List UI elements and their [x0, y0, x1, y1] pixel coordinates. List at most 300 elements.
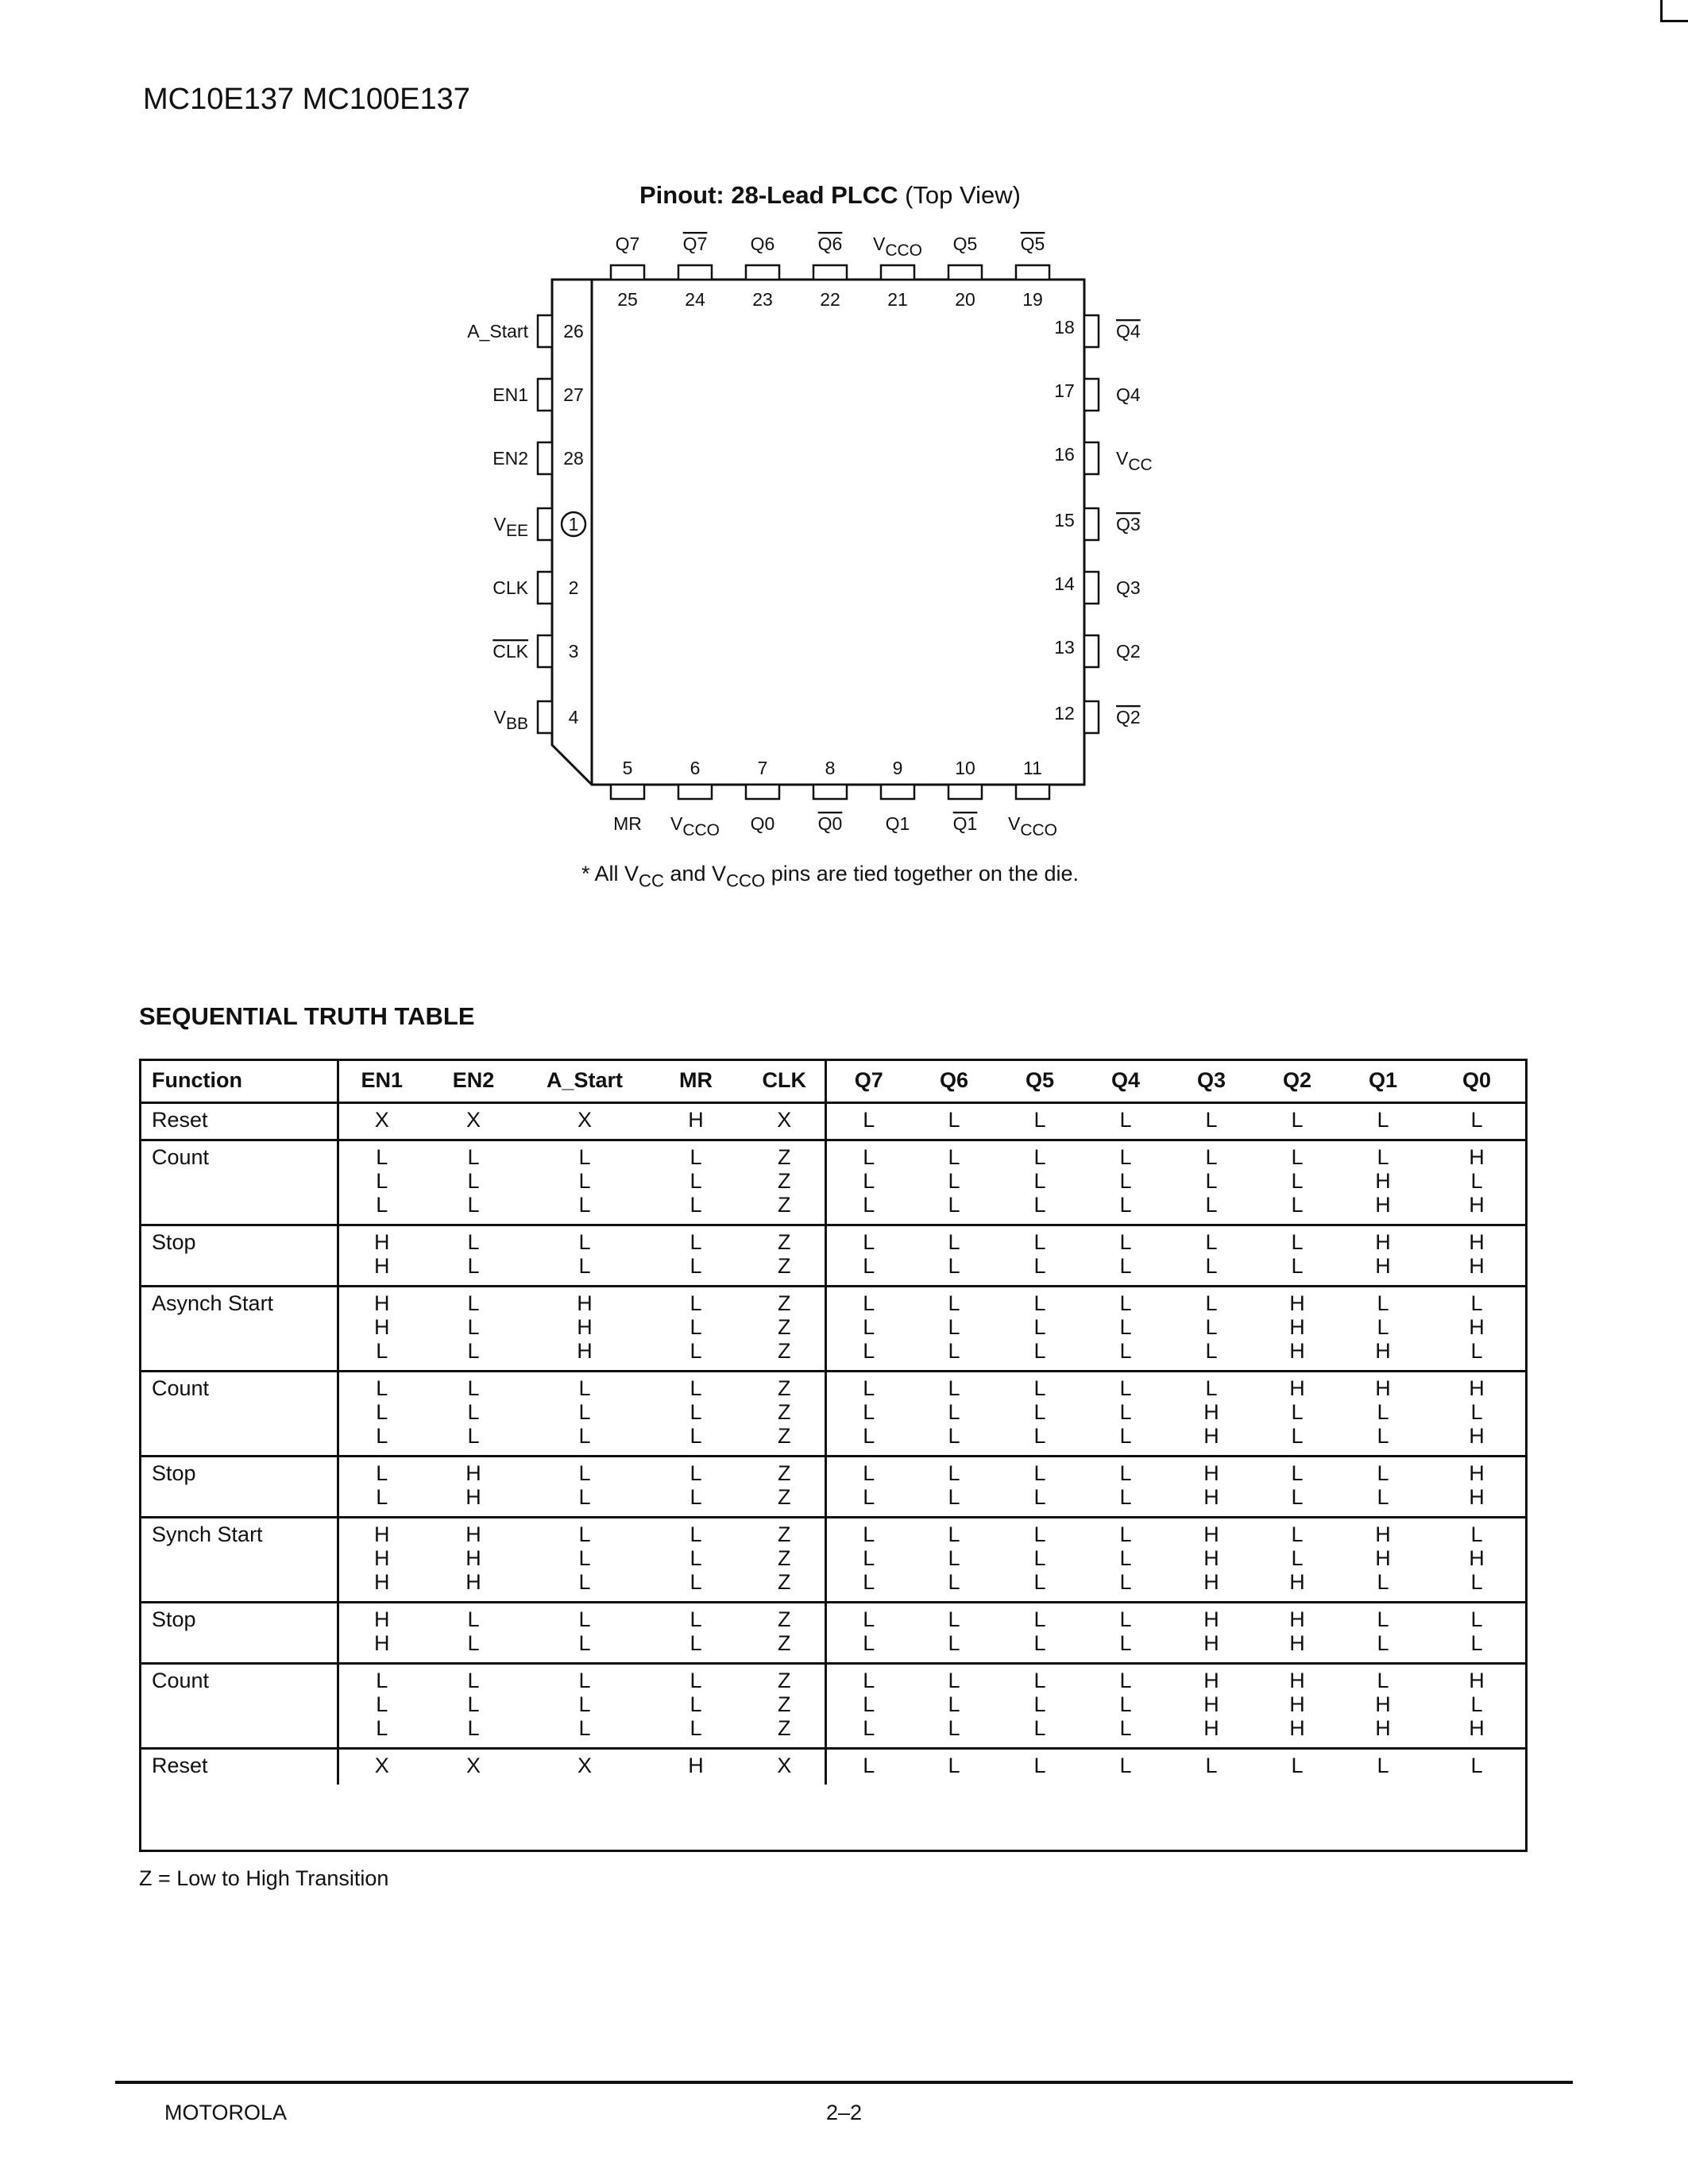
- pin-number-22: 22: [820, 289, 840, 310]
- value-cell: [911, 1103, 997, 1140]
- cell-value: L: [863, 1631, 875, 1655]
- cell-value: L: [948, 1631, 960, 1655]
- cell-value: L: [1470, 1291, 1483, 1315]
- cell-value: X: [577, 1754, 592, 1777]
- value-cell: [1168, 1140, 1254, 1225]
- cell-value: L: [376, 1376, 388, 1400]
- pin-label-18: Q4: [1116, 321, 1141, 341]
- value-cell: [425, 1372, 522, 1457]
- value-cell: [1168, 1287, 1254, 1372]
- pin-label-16: VCC: [1116, 448, 1153, 474]
- pin-number-15: 15: [1054, 510, 1075, 531]
- cell-value: L: [1033, 1424, 1046, 1448]
- cell-value: L: [1119, 1754, 1132, 1777]
- pin-label-21: VCCO: [872, 233, 923, 260]
- pin-label-3: CLK: [492, 641, 528, 662]
- value-cell: [522, 1603, 647, 1664]
- cell-value: L: [948, 1230, 960, 1254]
- value-cell: [997, 1457, 1083, 1518]
- cell-value: L: [1377, 1145, 1389, 1169]
- cell-value: H: [465, 1485, 481, 1509]
- cell-value: L: [1291, 1522, 1304, 1546]
- value-cell: [911, 1140, 997, 1225]
- value-cell: [997, 1140, 1083, 1225]
- pin-label-17: Q4: [1116, 384, 1141, 405]
- function-cell: Count: [139, 1372, 338, 1457]
- cell-value: Z: [778, 1522, 791, 1546]
- value-cell: [744, 1518, 825, 1603]
- cell-value: L: [376, 1145, 388, 1169]
- value-cell: [744, 1287, 825, 1372]
- pin-number-12: 12: [1054, 703, 1075, 723]
- cell-value: L: [1377, 1669, 1389, 1692]
- cell-value: L: [689, 1570, 702, 1594]
- cell-value: H: [465, 1546, 481, 1570]
- pin-pad-7: [746, 785, 779, 799]
- pinout-footnote: [0, 862, 1660, 892]
- pin-label-19: Q5: [1020, 233, 1045, 254]
- value-cell: [1426, 1749, 1528, 1785]
- value-cell: [647, 1372, 744, 1457]
- cell-value: L: [1377, 1315, 1389, 1339]
- cell-value: Z: [778, 1230, 791, 1254]
- value-cell: [1426, 1103, 1528, 1140]
- cell-value: L: [1033, 1546, 1046, 1570]
- pin-number-14: 14: [1054, 573, 1075, 594]
- cell-value: L: [1033, 1570, 1046, 1594]
- cell-value: H: [1375, 1376, 1391, 1400]
- cell-value: L: [1377, 1291, 1389, 1315]
- truth-table-note: Z = Low to High Transition: [139, 1866, 389, 1890]
- cell-value: L: [689, 1716, 702, 1740]
- cell-value: L: [1205, 1145, 1218, 1169]
- value-cell: [744, 1603, 825, 1664]
- cell-value: L: [1205, 1376, 1218, 1400]
- col-header-q1: Q1: [1340, 1059, 1426, 1103]
- cell-value: H: [1203, 1522, 1219, 1546]
- cell-value: L: [863, 1461, 875, 1485]
- cell-value: Z: [778, 1400, 791, 1424]
- cell-value: H: [1469, 1145, 1485, 1169]
- value-cell: [997, 1287, 1083, 1372]
- value-cell: [647, 1749, 744, 1785]
- value-cell: [1340, 1518, 1426, 1603]
- value-cell: [911, 1287, 997, 1372]
- cell-value: H: [1469, 1424, 1485, 1448]
- cell-value: H: [1469, 1669, 1485, 1692]
- cell-value: L: [948, 1522, 960, 1546]
- cell-value: L: [863, 1254, 875, 1278]
- truth-table-heading: SEQUENTIAL TRUTH TABLE: [139, 1002, 475, 1030]
- cell-value: L: [1119, 1546, 1132, 1570]
- value-cell: [744, 1225, 825, 1287]
- function-cell: Asynch Start: [139, 1287, 338, 1372]
- cell-value: L: [1291, 1754, 1304, 1777]
- cell-value: L: [689, 1169, 702, 1193]
- cell-value: L: [1033, 1339, 1046, 1363]
- table-row: [139, 1749, 1528, 1785]
- pin-pad-1: [538, 508, 552, 540]
- pin-number-16: 16: [1054, 444, 1075, 465]
- cell-value: L: [689, 1424, 702, 1448]
- col-header-q4: Q4: [1083, 1059, 1168, 1103]
- cell-value: L: [376, 1193, 388, 1217]
- cell-value: X: [374, 1108, 389, 1132]
- cell-value: H: [1203, 1461, 1219, 1485]
- footer-rule: [115, 2081, 1573, 2084]
- cell-value: L: [948, 1254, 960, 1278]
- cell-value: L: [1291, 1145, 1304, 1169]
- value-cell: [647, 1518, 744, 1603]
- cell-value: L: [863, 1522, 875, 1546]
- cell-value: L: [863, 1230, 875, 1254]
- value-cell: [744, 1749, 825, 1785]
- cell-value: L: [1033, 1692, 1046, 1716]
- value-cell: [911, 1603, 997, 1664]
- cell-value: X: [577, 1108, 592, 1132]
- pin-number-18: 18: [1054, 317, 1075, 338]
- value-cell: [338, 1664, 425, 1749]
- value-cell: [1254, 1225, 1340, 1287]
- cell-value: L: [1119, 1315, 1132, 1339]
- function-cell: Reset: [139, 1103, 338, 1140]
- cell-value: X: [374, 1754, 389, 1777]
- cell-value: L: [863, 1169, 875, 1193]
- pin-label-8: Q0: [817, 813, 843, 834]
- value-cell: [1254, 1664, 1340, 1749]
- cell-value: H: [1203, 1570, 1219, 1594]
- cell-value: L: [1033, 1376, 1046, 1400]
- value-cell: [825, 1749, 911, 1785]
- cell-value: L: [1119, 1230, 1132, 1254]
- cell-value: H: [1375, 1193, 1391, 1217]
- cell-value: H: [374, 1607, 390, 1631]
- cell-value: L: [1033, 1254, 1046, 1278]
- pin-label-28: EN2: [492, 448, 528, 469]
- pin-label-13: Q2: [1116, 641, 1141, 662]
- cell-value: L: [689, 1485, 702, 1509]
- value-cell: [825, 1287, 911, 1372]
- cell-value: H: [1203, 1607, 1219, 1631]
- cell-value: L: [863, 1716, 875, 1740]
- cell-value: L: [863, 1315, 875, 1339]
- cell-value: L: [948, 1716, 960, 1740]
- pin-label-26: A_Start: [467, 321, 528, 341]
- value-cell: [911, 1664, 997, 1749]
- cell-value: L: [863, 1546, 875, 1570]
- value-cell: [1254, 1457, 1340, 1518]
- pin-pad-24: [678, 265, 712, 280]
- pin-label-6: VCCO: [670, 813, 720, 839]
- pin-label-11: VCCO: [1007, 813, 1058, 839]
- cell-value: L: [467, 1692, 480, 1716]
- pin-number-23: 23: [752, 289, 773, 310]
- col-header-function: Function: [139, 1059, 338, 1103]
- function-cell: Reset: [139, 1749, 338, 1785]
- cell-value: H: [1203, 1546, 1219, 1570]
- value-cell: [1254, 1603, 1340, 1664]
- cell-value: H: [374, 1315, 390, 1339]
- function-cell: Stop: [139, 1457, 338, 1518]
- cell-value: L: [689, 1400, 702, 1424]
- pin-pad-8: [813, 785, 847, 799]
- value-cell: [825, 1664, 911, 1749]
- pin-pad-21: [881, 265, 914, 280]
- cell-value: L: [1470, 1339, 1483, 1363]
- cell-value: H: [1375, 1254, 1391, 1278]
- col-header-en1: EN1: [338, 1059, 425, 1103]
- value-cell: [425, 1103, 522, 1140]
- cell-value: L: [1377, 1570, 1389, 1594]
- cell-value: L: [1470, 1607, 1483, 1631]
- footnote-sub-2: CCO: [726, 870, 766, 891]
- table-row: [139, 1372, 1528, 1457]
- footnote-part-3: pins are tied together on the die.: [765, 862, 1080, 886]
- value-cell: [1426, 1225, 1528, 1287]
- cell-value: L: [948, 1607, 960, 1631]
- cell-value: L: [467, 1145, 480, 1169]
- value-cell: [911, 1372, 997, 1457]
- pin-pad-16: [1084, 442, 1099, 474]
- cell-value: L: [948, 1145, 960, 1169]
- cell-value: L: [689, 1339, 702, 1363]
- pin-number-2: 2: [568, 577, 579, 598]
- truth-table: [139, 1059, 1528, 1785]
- value-cell: [1340, 1457, 1426, 1518]
- function-cell: Synch Start: [139, 1518, 338, 1603]
- cell-value: L: [1205, 1108, 1218, 1132]
- value-cell: [1168, 1664, 1254, 1749]
- function-cell: Count: [139, 1664, 338, 1749]
- value-cell: [1426, 1140, 1528, 1225]
- cell-value: Z: [778, 1485, 791, 1509]
- cell-value: L: [1033, 1230, 1046, 1254]
- pin-number-25: 25: [617, 289, 638, 310]
- cell-value: L: [1119, 1570, 1132, 1594]
- cell-value: H: [374, 1546, 390, 1570]
- value-cell: [1254, 1140, 1340, 1225]
- value-cell: [1168, 1749, 1254, 1785]
- cell-value: H: [1203, 1692, 1219, 1716]
- cell-value: L: [376, 1400, 388, 1424]
- cell-value: H: [1375, 1716, 1391, 1740]
- cell-value: H: [1375, 1230, 1391, 1254]
- value-cell: [338, 1518, 425, 1603]
- cell-value: L: [1205, 1169, 1218, 1193]
- cell-value: L: [376, 1716, 388, 1740]
- cell-value: Z: [778, 1145, 791, 1169]
- cell-value: L: [863, 1108, 875, 1132]
- pinout-title-rest: (Top View): [898, 181, 1021, 209]
- cell-value: L: [1033, 1291, 1046, 1315]
- cell-value: L: [689, 1546, 702, 1570]
- pin-number-26: 26: [563, 321, 584, 341]
- cell-value: L: [1205, 1254, 1218, 1278]
- value-cell: [425, 1749, 522, 1785]
- value-cell: [1340, 1603, 1426, 1664]
- pin-number-5: 5: [622, 758, 633, 778]
- pin-label-4: VBB: [493, 707, 528, 733]
- value-cell: [825, 1103, 911, 1140]
- footnote-part-2: and V: [664, 862, 727, 886]
- pin-label-1: VEE: [493, 514, 528, 540]
- cell-value: L: [1205, 1315, 1218, 1339]
- value-cell: [1083, 1287, 1168, 1372]
- cell-value: L: [467, 1315, 480, 1339]
- cell-value: H: [1289, 1376, 1305, 1400]
- pin-number-21: 21: [887, 289, 908, 310]
- cell-value: X: [465, 1108, 481, 1132]
- value-cell: [1426, 1664, 1528, 1749]
- cell-value: Z: [778, 1315, 791, 1339]
- cell-value: L: [1119, 1400, 1132, 1424]
- cell-value: H: [1203, 1424, 1219, 1448]
- cell-value: L: [376, 1485, 388, 1509]
- value-cell: [911, 1457, 997, 1518]
- pin-number-17: 17: [1054, 380, 1075, 401]
- pin-pad-25: [611, 265, 644, 280]
- table-row: [139, 1225, 1528, 1287]
- value-cell: [1083, 1103, 1168, 1140]
- pin-number-7: 7: [757, 758, 768, 778]
- value-cell: [1083, 1603, 1168, 1664]
- cell-value: H: [1469, 1230, 1485, 1254]
- cell-value: L: [689, 1145, 702, 1169]
- value-cell: [744, 1372, 825, 1457]
- cell-value: L: [467, 1631, 480, 1655]
- cell-value: L: [948, 1169, 960, 1193]
- col-header-q6: Q6: [911, 1059, 997, 1103]
- value-cell: [425, 1225, 522, 1287]
- cell-value: L: [376, 1669, 388, 1692]
- cell-value: L: [1119, 1692, 1132, 1716]
- cell-value: L: [578, 1376, 591, 1400]
- cell-value: L: [1033, 1315, 1046, 1339]
- pin-number-3: 3: [568, 641, 579, 662]
- value-cell: [1254, 1749, 1340, 1785]
- cell-value: L: [1205, 1291, 1218, 1315]
- cell-value: L: [863, 1376, 875, 1400]
- value-cell: [1254, 1103, 1340, 1140]
- cell-value: L: [1291, 1230, 1304, 1254]
- cell-value: L: [578, 1424, 591, 1448]
- cell-value: L: [689, 1607, 702, 1631]
- cell-value: L: [578, 1145, 591, 1169]
- cell-value: X: [777, 1754, 792, 1777]
- cell-value: L: [1470, 1631, 1483, 1655]
- cell-value: H: [688, 1108, 704, 1132]
- cell-value: H: [1469, 1376, 1485, 1400]
- cell-value: Z: [778, 1607, 791, 1631]
- cell-value: H: [577, 1291, 593, 1315]
- cell-value: L: [1033, 1400, 1046, 1424]
- cell-value: L: [467, 1254, 480, 1278]
- cell-value: Z: [778, 1291, 791, 1315]
- cell-value: L: [689, 1254, 702, 1278]
- cell-value: L: [1291, 1424, 1304, 1448]
- value-cell: [1340, 1749, 1426, 1785]
- cell-value: L: [1291, 1461, 1304, 1485]
- pin-number-19: 19: [1022, 289, 1043, 310]
- cell-value: H: [1375, 1169, 1391, 1193]
- cell-value: L: [1205, 1230, 1218, 1254]
- cell-value: Z: [778, 1424, 791, 1448]
- cell-value: L: [948, 1461, 960, 1485]
- cell-value: L: [376, 1169, 388, 1193]
- cell-value: Z: [778, 1169, 791, 1193]
- value-cell: [1083, 1457, 1168, 1518]
- value-cell: [1340, 1287, 1426, 1372]
- cell-value: L: [689, 1291, 702, 1315]
- value-cell: [1168, 1457, 1254, 1518]
- pin-pad-2: [538, 572, 552, 604]
- value-cell: [647, 1103, 744, 1140]
- col-header-q5: Q5: [997, 1059, 1083, 1103]
- cell-value: L: [467, 1400, 480, 1424]
- cell-value: H: [465, 1570, 481, 1594]
- cell-value: L: [376, 1461, 388, 1485]
- cell-value: L: [1291, 1193, 1304, 1217]
- value-cell: [522, 1225, 647, 1287]
- cell-value: L: [1119, 1291, 1132, 1315]
- cell-value: L: [948, 1400, 960, 1424]
- page-title: MC10E137 MC100E137: [143, 83, 470, 116]
- cell-value: L: [863, 1607, 875, 1631]
- cell-value: L: [1470, 1400, 1483, 1424]
- cell-value: L: [1033, 1461, 1046, 1485]
- pin-label-25: Q7: [615, 233, 640, 254]
- pin-label-15: Q3: [1116, 514, 1141, 534]
- cell-value: Z: [778, 1376, 791, 1400]
- cell-value: L: [689, 1631, 702, 1655]
- cell-value: L: [863, 1485, 875, 1509]
- cell-value: L: [1291, 1169, 1304, 1193]
- cell-value: H: [1203, 1485, 1219, 1509]
- cell-value: L: [1205, 1339, 1218, 1363]
- pin-label-23: Q6: [750, 233, 775, 254]
- value-cell: [825, 1372, 911, 1457]
- pin-number-11: 11: [1023, 758, 1042, 778]
- value-cell: [825, 1225, 911, 1287]
- cell-value: L: [1205, 1193, 1218, 1217]
- function-cell: Count: [139, 1140, 338, 1225]
- cell-value: L: [578, 1631, 591, 1655]
- pin-number-24: 24: [685, 289, 705, 310]
- pin-number-13: 13: [1054, 637, 1075, 658]
- cell-value: H: [374, 1631, 390, 1655]
- cell-value: L: [948, 1108, 960, 1132]
- pin-pad-17: [1084, 379, 1099, 411]
- cell-value: L: [689, 1193, 702, 1217]
- cell-value: Z: [778, 1193, 791, 1217]
- col-header-mr: MR: [647, 1059, 744, 1103]
- pin-pad-23: [746, 265, 779, 280]
- value-cell: [522, 1664, 647, 1749]
- table-row: [139, 1603, 1528, 1664]
- value-cell: [1168, 1225, 1254, 1287]
- cell-value: H: [1203, 1631, 1219, 1655]
- pin-label-2: CLK: [492, 577, 528, 598]
- cell-value: L: [467, 1291, 480, 1315]
- value-cell: [1426, 1372, 1528, 1457]
- cell-value: L: [689, 1230, 702, 1254]
- cell-value: H: [1289, 1315, 1305, 1339]
- value-cell: [825, 1140, 911, 1225]
- value-cell: [911, 1225, 997, 1287]
- value-cell: [1083, 1225, 1168, 1287]
- cell-value: H: [1289, 1669, 1305, 1692]
- cell-value: L: [1033, 1145, 1046, 1169]
